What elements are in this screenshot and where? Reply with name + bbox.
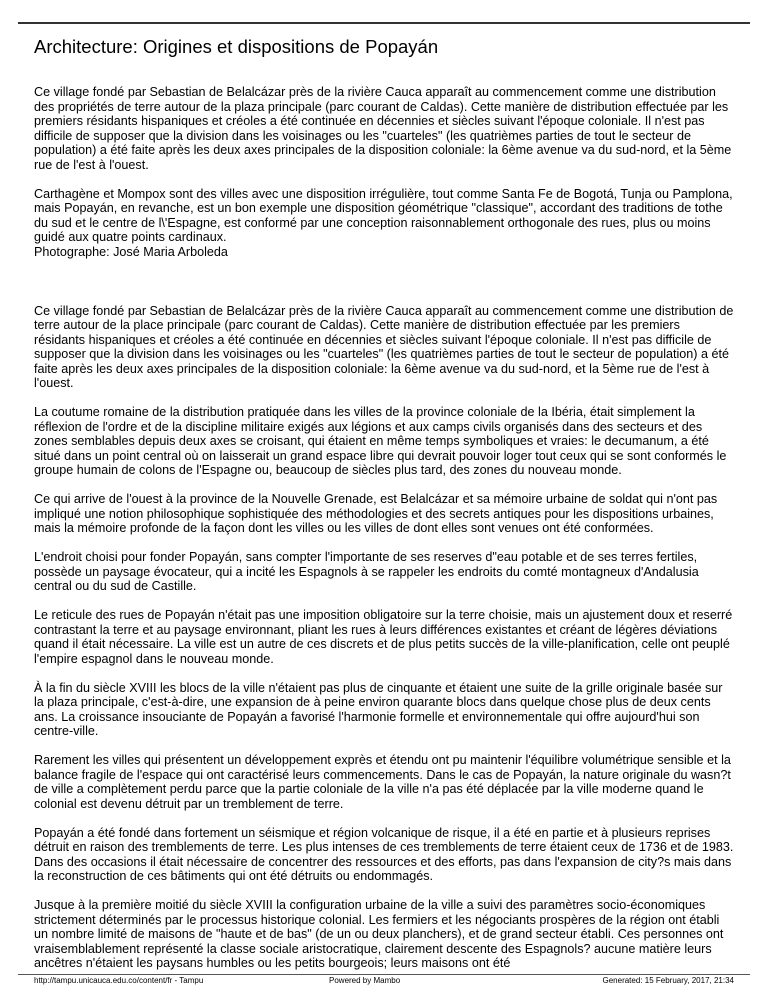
footer-url: http://tampu.unicauca.edu.co/content/fr - Tampu (34, 976, 204, 985)
paragraph: Ce village fondé par Sebastian de Belalcázar près de la rivière Cauca apparaît au commencement comme une distribution de terre autour de la place principale (parc courant de Caldas). Cette manière de distribution effectuée par les premiers résidants hispaniques et créoles a été continuée en décennies et siècles suivant l'époque coloniale. Il n'est pas difficile de supposer que la division dans les voisinages ou les "cuarteles" (les quatrièmes parties de tout le secteur de population) a été faite après les deux axes principales de la disposition coloniale: la 6ème avenue va du sud-nord, et la 5ème rue de l'est à l'ouest. (34, 303, 734, 390)
paragraph: Carthagène et Mompox sont des villes avec une disposition irrégulière, tout comme Santa Fe de Bogotá, Tunja ou Pamplona, mais Popayán, en revanche, est un bon exemple une disposition géométrique "classique", accordant des traditions de tothe du sud et le centre de l\'Espagne, est conformé par une conception raisonnablement orthogonale des rues, plus ou moins guidé aux quatre points cardinaux. (34, 186, 733, 244)
paragraph: À la fin du siècle XVIII les blocs de la ville n'étaient pas plus de cinquante et étaient une suite de la grille originale basée sur la plaza principale, c'est-à-dire, une expansion de à peine environ quarante blocs dans quelque chose plus de deux cents ans. La croissance insouciante de Popayán a favorisé l'harmonie formelle et environnementale qui offre aujourd'hui son centre-ville. (34, 680, 723, 738)
paragraph: Le reticule des rues de Popayán n'était pas une imposition obligatoire sur la terre choisie, mais un ajustement doux et reserré contrastant la terre et au paysage environnant, pliant les rues à leurs différences existantes et créant de légères déviations quand il était nécessaire. La ville est un autre de ces discrets et de plus petits succès de la ville-planification, celle ont peuplé l'empire espagnol dans le nouveau monde. (34, 608, 733, 666)
footer-generated-date: Generated: 15 February, 2017, 21:34 (602, 976, 734, 985)
paragraph: La coutume romaine de la distribution pratiquée dans les villes de la province coloniale de la Ibéria, était simplement la réflexion de l'ordre et de la discipline militaire exigés aux légions et aux camps civils organisés dans des secteurs et des zones semblables depuis deux axes se croisant, qui étaient en même temps symboliques et vraies: le decumanum, a été situé dans un point central où on laisserait un grand espace libre qui devrait pouvoir loger tout ceux qui se sont conformés le groupe humain de colons de l'Espagne ou, beaucoup de siècles plus tard, des zones du nouveau monde. (34, 405, 727, 477)
photo-credit: Photographe: José Maria Arboleda (34, 244, 228, 259)
footer-rule (18, 974, 750, 975)
paragraph: Rarement les villes qui présentent un développement exprès et étendu ont pu maintenir l'équilibre volumétrique sensible et la balance fragile de l'espace qui ont caractérisé leurs commencements. Dans le cas de Popayán, la nature originale du wasn?t de ville a complètement perdu parce que la partie coloniale de la ville n'a pas été déplacée par la ville moderne quand le colonial est devenu détruit par un tremblement de terre. (34, 753, 731, 811)
article-body (34, 85, 734, 985)
paragraph: Ce qui arrive de l'ouest à la province de la Nouvelle Grenade, est Belalcázar et sa mémoire urbaine de soldat qui n'ont pas impliqué une notion philosophique sophistiquée des méthodologies et des secrets antiques pour les dispositions urbaines, mais la mémoire profonde de la façon dont les villes ou les villes de dont elles sont venues ont été conformées. (34, 492, 718, 535)
paragraph: Popayán a été fondé dans fortement un séismique et région volcanique de risque, il a été en partie et à plusieurs reprises détruit en raison des tremblements de terre. Les plus intenses de ces tremblements de terre étaient ceux de 1736 et de 1983. Dans des occasions il était nécessaire de concentrer des ressources et des efforts, pas dans l'expansion de city?s mais dans la reconstruction de ces bâtiments qui ont été détruits ou endommagés. (34, 825, 734, 883)
page-title: Architecture: Origines et dispositions de Popayán (34, 36, 439, 57)
paragraph: Ce village fondé par Sebastian de Belalcázar près de la rivière Cauca apparaît au commencement comme une distribution des propriétés de terre autour de la plaza principale (parc courant de Caldas). Cette manière de distribution effectuée par les premiers résidants hispaniques et créoles a été continuée en décennies et siècles suivant l'époque coloniale. Il n'est pas difficile de supposer que la division dans les voisinages ou les "cuarteles" (les quatrièmes parties de tout le secteur de population) a été faite après les deux axes principales de la disposition coloniale: la 6ème avenue va du sud-nord, et la 5ème rue de l'est à l'ouest. (34, 85, 732, 172)
section-spacer (34, 274, 734, 304)
paragraph: Jusque à la première moitié du siècle XVIII la configuration urbaine de la ville a suivi des paramètres socio-économiques strictement déterminés par le processus historique colonial. Les fermiers et les négociants prospères de la région ont établi un nombre limité de maisons de "haute et de bas" (de un ou deux planchers), et de grand secteur établi. Ces personnes ont vraisemblablement représenté la classe sociale aristocratique, clairement descente des Espagnols? aucune matière leurs ancêtres n'étaient les paysans humbles ou les petits bourgeois; leurs maisons ont été (34, 898, 724, 970)
header-rule (18, 22, 750, 24)
paragraph: L'endroit choisi pour fonder Popayán, sans compter l'importante de ses reserves d"eau potable et de ses terres fertiles, possède un paysage évocateur, qui a incité les Espagnols à se rappeler les endroits du comté montagneux d'Andalusia central ou du sud de Castille. (34, 550, 699, 593)
footer-powered-by: Powered by Mambo (329, 976, 401, 985)
